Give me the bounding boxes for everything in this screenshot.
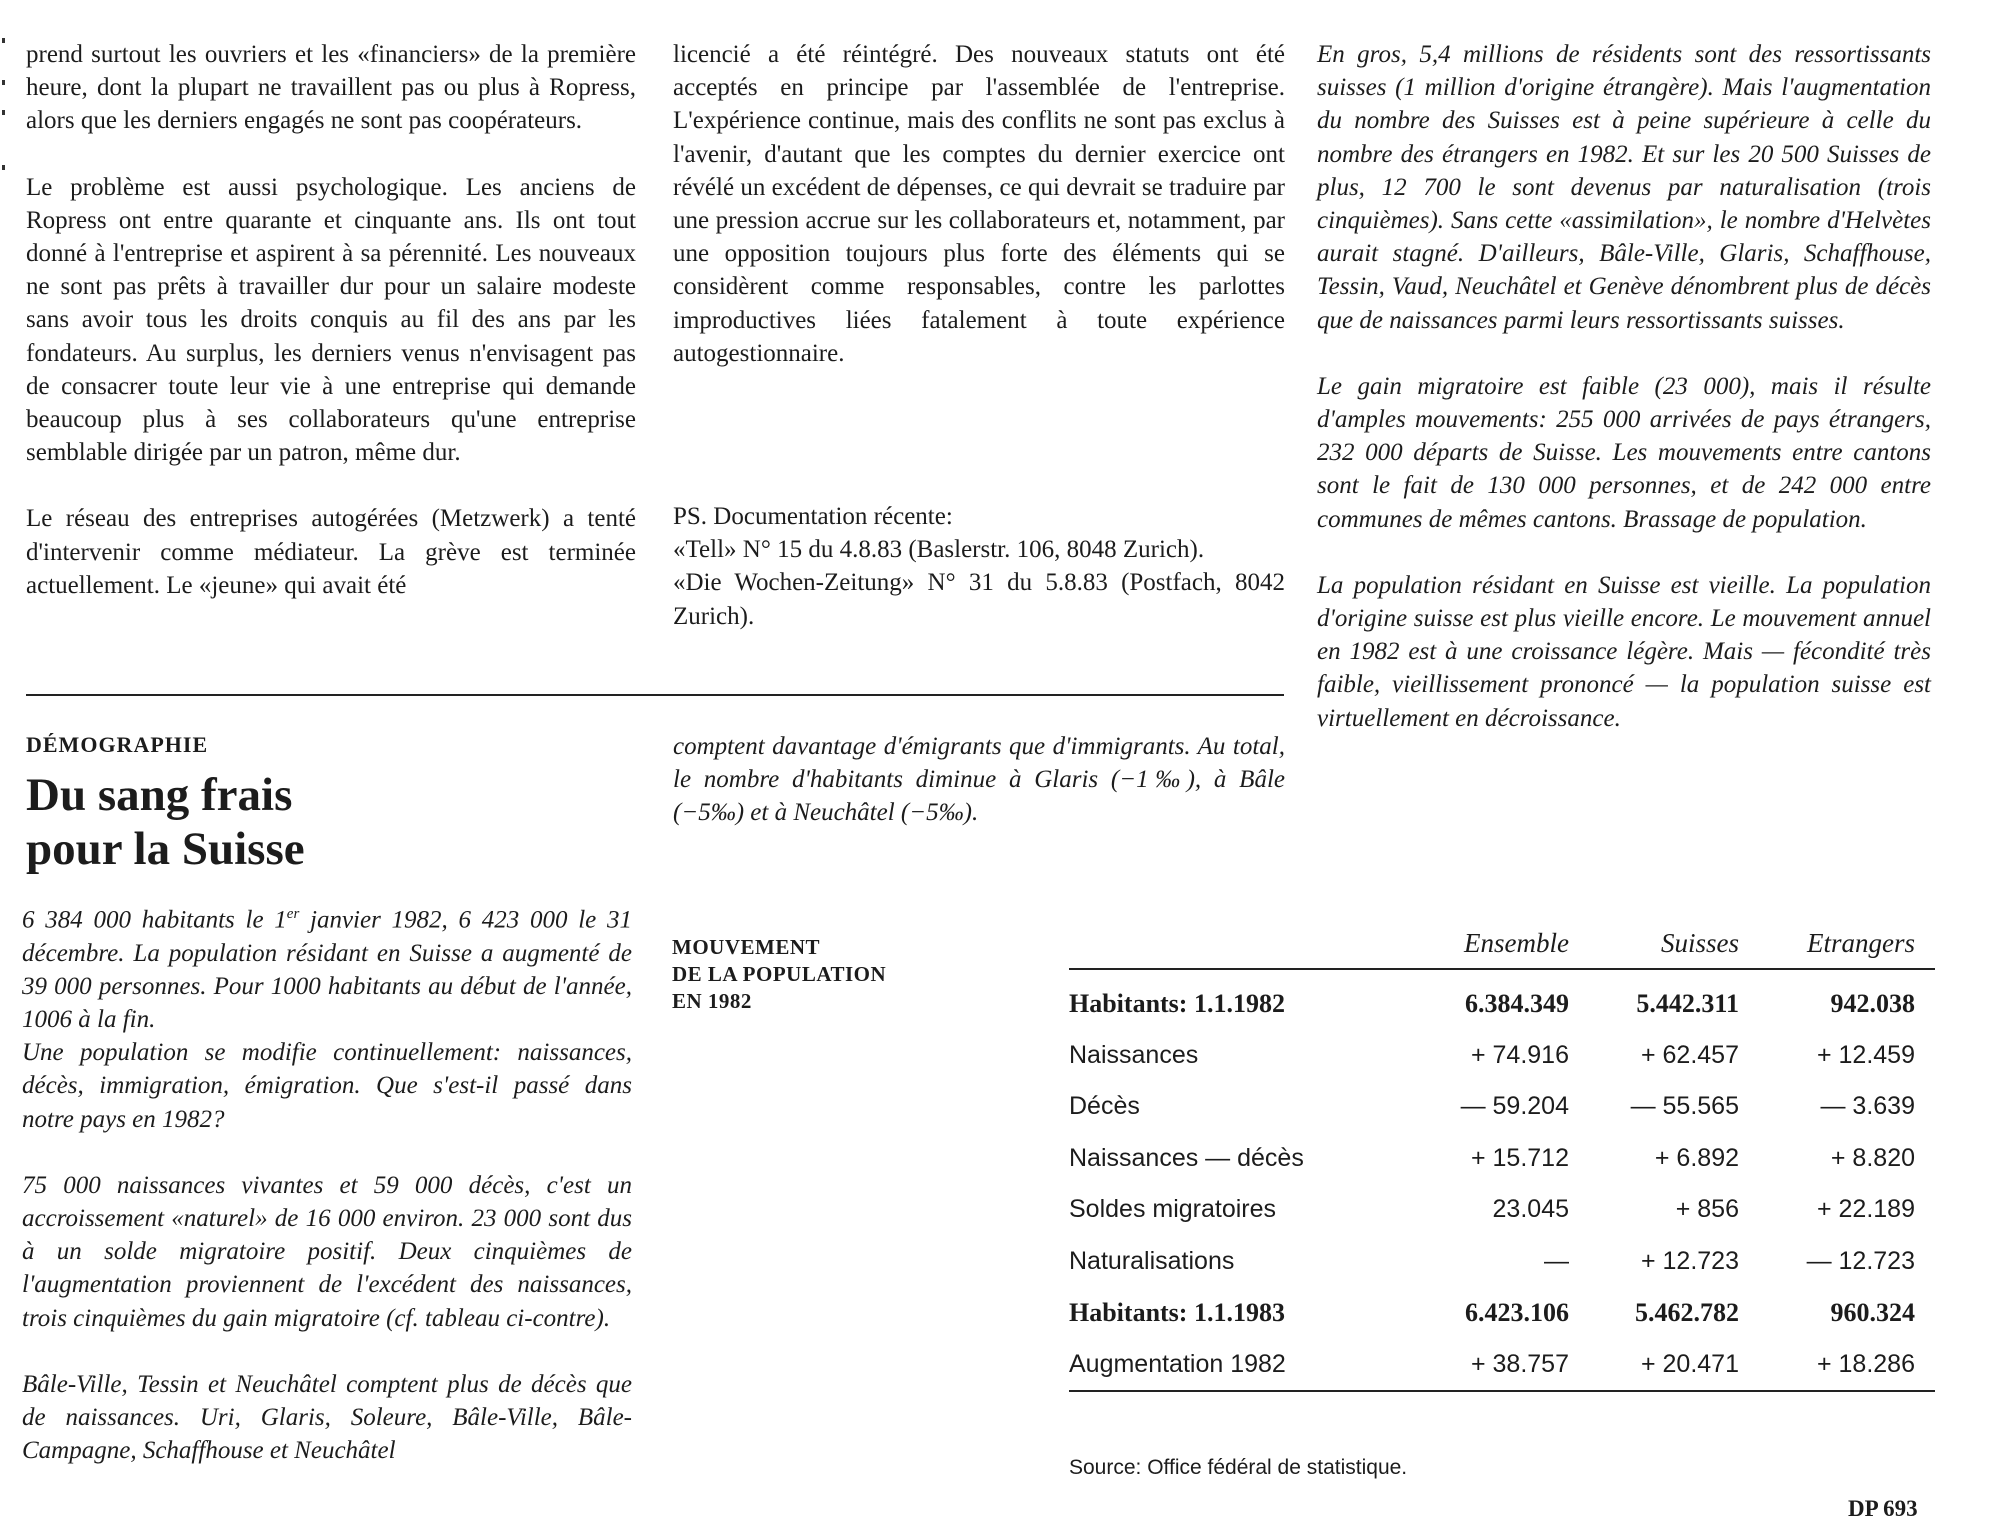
paragraph: comptent davantage d'émigrants que d'immigrants. Au total, le nombre d'habitants diminue à Glaris (−1‰), à Bâle (−5‰) et à Neuchâtel (−5‰). (673, 733, 1285, 827)
headline-line: pour la Suisse (26, 823, 305, 875)
table-header: Suisses (1589, 918, 1759, 969)
ps-note (673, 500, 1285, 633)
cell-etrangers: + 22.189 (1816, 1195, 1915, 1224)
table-row (1069, 1339, 1935, 1392)
row-label: Augmentation 1982 (1069, 1339, 1389, 1392)
cell-suisses: — 55.565 (1630, 1092, 1739, 1121)
cell-etrangers: + 18.286 (1759, 1339, 1935, 1392)
cell-ensemble: — (1544, 1246, 1569, 1275)
cell-suisses: + 62.457 (1640, 1040, 1739, 1069)
paragraph: licencié a été réintégré. Des nouveaux statuts ont été acceptés en principe par l'assemblée de l'entreprise. L'expérience continue, mais des conflits ne sont pas exclus à l'avenir, d'autant que les comptes du dernier exercice ont révélé un excédent de dépenses, ce qui devrait se traduire par une pression accrue sur les collaborateurs et, notamment, par une opposition toujours plus forte des éléments qui se considèrent comme responsables, contre les parlottes improductives liées fatalement à toute expérience autogestionnaire. (673, 41, 1285, 367)
margin-mark (2, 165, 5, 170)
paragraph: Le gain migratoire est faible (23 000), mais il résulte d'amples mouvements: 255 000 arrivées de pays étrangers, 232 000 départs de Suisse. Les mouvements entre cantons sont le fait de 130 000 personnes, et de 242 000 entre communes de mêmes cantons. Brassage de population. (1317, 372, 1931, 533)
cell-etrangers: — 3.639 (1820, 1092, 1915, 1121)
table-caption-line: DE LA POPULATION (672, 962, 887, 986)
table-row (1069, 1133, 1935, 1185)
cell-ensemble: 6.384.349 (1465, 988, 1569, 1018)
cell-ensemble: 6.423.106 (1465, 1297, 1569, 1327)
headline (26, 768, 305, 876)
paragraph: Une population se modifie continuellement: naissances, décès, immigration, émigration. Que s'est-il passé dans notre pays en 1982? (22, 1039, 632, 1133)
cell-suisses: 5.442.311 (1636, 988, 1739, 1018)
row-label: Naissances — décès (1069, 1143, 1304, 1172)
row-label: Naturalisations (1069, 1246, 1235, 1275)
row-label: Soldes migratoires (1069, 1195, 1277, 1224)
intro-paragraph (22, 898, 632, 1036)
cell-ensemble: — 59.204 (1460, 1092, 1569, 1121)
table-header (1069, 918, 1389, 969)
intro-text: 6 384 000 habitants le 1 (22, 906, 287, 934)
margin-mark (2, 80, 5, 85)
cell-suisses: + 6.892 (1654, 1143, 1739, 1172)
table-row (1069, 1287, 1935, 1339)
paragraph: Le problème est aussi psychologique. Les anciens de Ropress ont entre quarante et cinquante ans. Ils ont tout donné à l'entreprise et aspirent à sa pérennité. Les nouveaux ne sont pas prêts à travailler dur pour un salaire modeste sans avoir tous les droits conquis au fil des ans par les fondateurs. Au surplus, les derniers venus n'envisagent pas de consacrer toute leur vie à une entreprise qui demande beaucoup plus à ses collaborateurs qu'une entreprise semblable dirigée par un patron, même dur. (26, 173, 636, 467)
cell-suisses: 5.462.782 (1635, 1297, 1739, 1327)
cell-etrangers: 960.324 (1830, 1297, 1915, 1327)
table-source: Source: Office fédéral de statistique. (1069, 1456, 1408, 1479)
row-label: Naissances (1069, 1040, 1199, 1069)
margin-mark (2, 110, 5, 115)
top-column-2 (673, 38, 1285, 370)
section-label: DÉMOGRAPHIE (26, 732, 209, 757)
page-number: DP 693 (1848, 1496, 1918, 1521)
cell-suisses: + 12.723 (1640, 1246, 1739, 1275)
ps-reference: «Die Wochen-Zeitung» N° 31 du 5.8.83 (Postfach, 8042 Zurich). (673, 569, 1285, 630)
table-row (1069, 1081, 1935, 1133)
cell-etrangers: — 12.723 (1806, 1246, 1915, 1275)
top-column-1 (26, 38, 636, 602)
table-caption-line: MOUVEMENT (672, 935, 820, 959)
intro-text: janvier 1982, 6 423 000 le 31 décembre. La population résidant en Suisse a augmenté de 39 000 personnes. Pour 1000 habitants au début de l'année, 1006 à la fin. (22, 906, 633, 1033)
table-row (1069, 969, 1935, 1030)
section-divider (26, 694, 1284, 696)
paragraph: 75 000 naissances vivantes et 59 000 décès, c'est un accroissement «naturel» de 16 000 environ. 23 000 sont dus à un solde migratoire positif. Deux cinquièmes de l'augmentation proviennent de l'excédent des naissances, trois cinquièmes du gain migratoire (cf. tableau ci-contre). (22, 1171, 632, 1332)
cell-suisses: + 20.471 (1589, 1339, 1759, 1392)
headline-line: Du sang frais (26, 769, 293, 821)
article-body (22, 898, 632, 1467)
cell-ensemble: + 74.916 (1470, 1040, 1569, 1069)
table-row (1069, 1236, 1935, 1288)
cell-etrangers: + 8.820 (1830, 1143, 1915, 1172)
table-header: Etrangers (1759, 918, 1935, 969)
table-row (1069, 1030, 1935, 1082)
cell-etrangers: 942.038 (1830, 988, 1915, 1018)
cell-etrangers: + 12.459 (1816, 1040, 1915, 1069)
table-header: Ensemble (1389, 918, 1589, 969)
ordinal-superscript: er (286, 906, 300, 922)
paragraph: prend surtout les ouvriers et les «financiers» de la première heure, dont la plupart ne travaillent pas ou plus à Ropress, alors que les derniers engagés ne sont pas coopérateurs. (26, 41, 636, 135)
table-header-row (1069, 918, 1935, 969)
table-row (1069, 1184, 1935, 1236)
paragraph: Le réseau des entreprises autogérées (Metzwerk) a tenté d'intervenir comme médiateur. La grève est terminée actuellement. Le «jeune» qui avait été (26, 505, 636, 599)
paragraph: La population résidant en Suisse est vieille. La population d'origine suisse est plus vieille encore. Le mouvement annuel en 1982 est à une croissance légère. Mais — fécondité très faible, vieillissement prononcé — la population suisse est virtuellement en décroissance. (1317, 571, 1931, 732)
cell-ensemble: 23.045 (1492, 1195, 1569, 1224)
top-column-3 (1317, 38, 1931, 735)
table-caption (672, 934, 886, 1015)
cell-ensemble: + 38.757 (1389, 1339, 1589, 1392)
ps-reference: «Tell» N° 15 du 4.8.83 (Baslerstr. 106, 8048 Zurich). (673, 536, 1205, 564)
margin-mark (2, 38, 5, 43)
table-caption-line: EN 1982 (672, 989, 752, 1013)
row-label: Habitants: 1.1.1983 (1069, 1297, 1285, 1327)
cell-suisses: + 856 (1675, 1195, 1739, 1224)
paragraph: Bâle-Ville, Tessin et Neuchâtel comptent plus de décès que de naissances. Uri, Glaris, Soleure, Bâle-Ville, Bâle-Campagne, Schaffhouse et Neuchâtel (22, 1370, 632, 1465)
row-label: Décès (1069, 1092, 1140, 1121)
paragraph: En gros, 5,4 millions de résidents sont des ressortissants suisses (1 million d'origine étrangère). Mais l'augmentation du nombre des Suisses est à peine supérieure à celle du nombre des étrangers en 1982. Et sur les 20 500 Suisses de plus, 12 700 le sont devenus par naturalisation (trois cinquièmes). Sans cette «assimilation», le nombre d'Helvètes aurait stagné. D'ailleurs, Bâle-Ville, Glaris, Schaffhouse, Tessin, Vaud, Neuchâtel et Genève dénombrent plus de décès que de naissances parmi leurs ressortissants suisses. (1317, 41, 1931, 334)
population-table (1069, 918, 1935, 1392)
ps-heading: PS. Documentation récente: (673, 503, 953, 530)
article-continuation (673, 730, 1285, 830)
row-label: Habitants: 1.1.1982 (1069, 988, 1285, 1018)
cell-ensemble: + 15.712 (1470, 1143, 1569, 1172)
